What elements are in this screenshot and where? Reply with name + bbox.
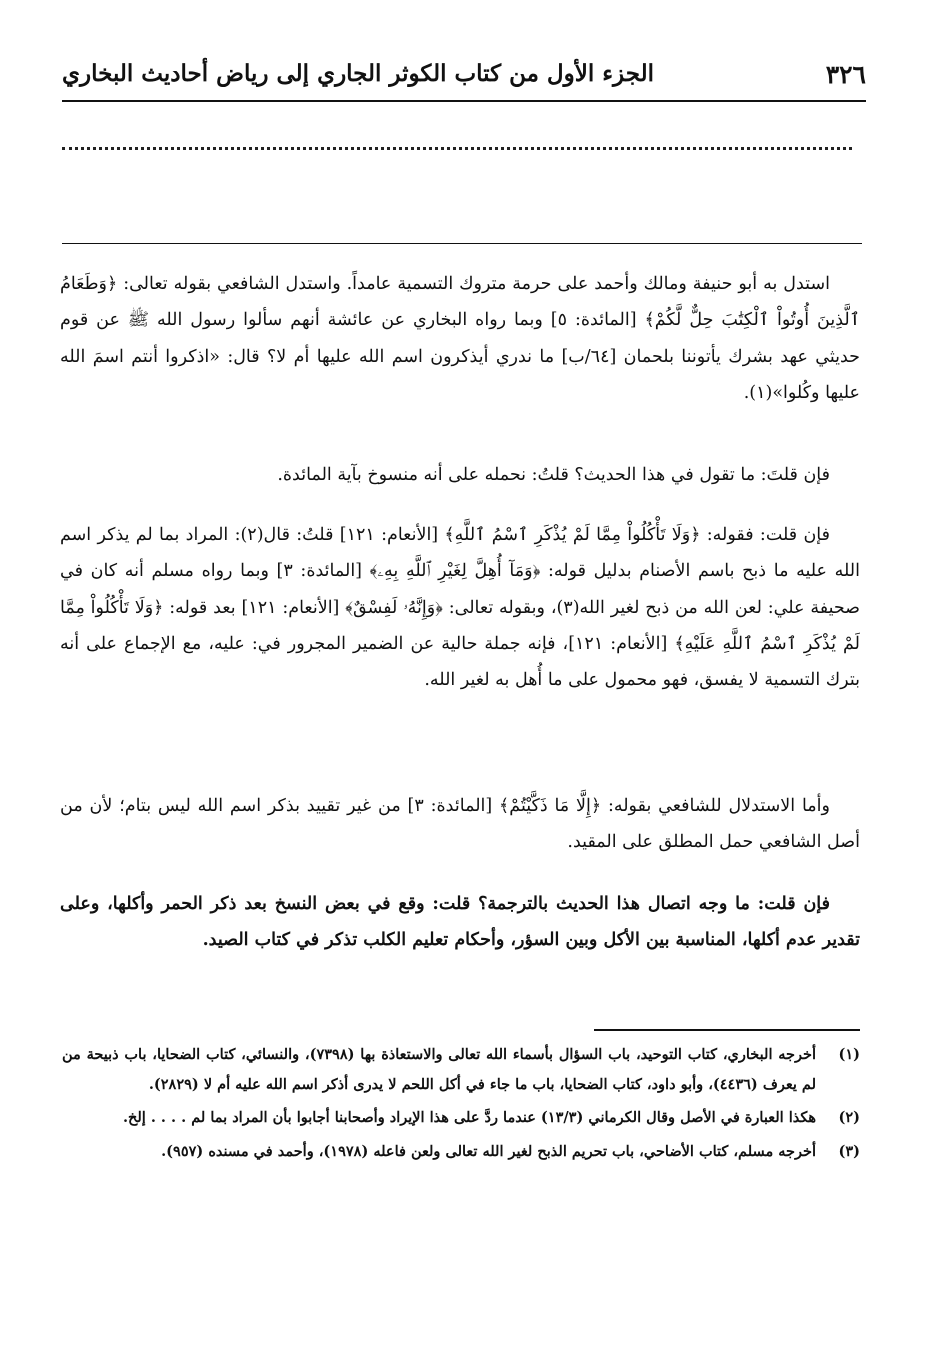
- body-paragraph-1: استدل به أبو حنيفة ومالك وأحمد على حرمة متروك التسمية عامداً. واستدل الشافعي بقوله تعالى: ﴿وَطَعَامُ ٱلَّذِينَ أُوتُواْ ٱلْكِتَٰبَ حِلٌّ لَّكُمْ﴾ [المائدة: ٥] وبما رواه البخاري عن عائشة أنهم سألوا رسول الله ﷺ عن قوم حديثي عهد بشرك يأتوننا بلحمان [٦٤/ب] ما ندري أيذكرون اسم الله عليها أم لا؟ قال: «اذكروا أنتم اسمَ الله عليها وكُلوا»(١).: [60, 274, 860, 403]
- footnote-text: أخرجه البخاري، كتاب التوحيد، باب السؤال بأسماء الله تعالى والاستعاذة بها (٧٣٩٨)، والنسائي، كتاب الضحايا، باب ذبيحة من لم يعرف (٤٤٣٦)، وأبو داود، كتاب الضحايا، باب ما جاء في أكل اللحم لا يدرى أذكر اسم الله عليه أم لا (٢٨٢٩).: [62, 1046, 816, 1093]
- footnote-number: (٣): [838, 1142, 860, 1160]
- footnote-number: (١): [838, 1046, 860, 1063]
- footnote-text: أخرجه مسلم، كتاب الأضاحي، باب تحريم الذبح لغير الله تعالى ولعن فاعله (١٩٧٨)، وأحمد في مسنده (٩٥٧).: [161, 1142, 816, 1160]
- body-paragraph-4: وأما الاستدلال للشافعي بقوله: ﴿إِلَّا مَا ذَكَّيْتُمْ﴾ [المائدة: ٣] من غير تقييد بذكر اسم الله ليس بتام؛ لأن من أصل الشافعي حمل المطلق على المقيد.: [60, 796, 860, 853]
- page-number: ٣٢٦: [825, 60, 866, 89]
- footnotes-list: [62, 1040, 860, 1170]
- footnote-number: (٢): [838, 1109, 860, 1126]
- body-paragraph-5: فإن قلت: ما وجه اتصال هذا الحديث بالترجمة؟ قلت: وقع في بعض النسخ بعد ذكر الحمر وأكلها، وعلى تقدير عدم أكلها، المناسبة بين الأكل وبين السؤر، وأحكام تعليم الكلب تذكر في كتاب الصيد.: [60, 894, 860, 951]
- section-rule: [62, 243, 862, 244]
- footnote-3: [62, 1137, 860, 1167]
- footnote-2: [62, 1103, 860, 1133]
- page-header: [62, 58, 866, 94]
- footnote-rule: [594, 1029, 860, 1031]
- dotted-separator: [62, 147, 852, 150]
- header-rule: [62, 100, 866, 102]
- body-paragraph-2: فإن قلتَ: ما تقول في هذا الحديث؟ قلتُ: نحمله على أنه منسوخ بآية المائدة.: [277, 465, 830, 485]
- running-title: الجزء الأول من كتاب الكوثر الجاري إلى رياض أحاديث البخاري: [62, 60, 654, 87]
- footnote-1: [62, 1040, 860, 1099]
- body-paragraph-3: فإن قلت: فقوله: ﴿وَلَا تَأْكُلُواْ مِمَّا لَمْ يُذْكَرِ ٱسْمُ ٱللَّهِ﴾ [الأنعام: ١٢١] قلتُ: قال(٢): المراد بما لم يذكر اسم الله عليه ما ذبح باسم الأصنام بدليل قوله: ﴿وَمَآ أُهِلَّ لِغَيْرِ ٱللَّهِ بِهِۦ﴾ [المائدة: ٣] وبما رواه مسلم أنه كان في صحيفة علي: لعن الله من ذبح لغير الله(٣)، وبقوله تعالى: ﴿وَإِنَّهُۥ لَفِسْقٌ﴾ [الأنعام: ١٢١] بعد قوله: ﴿وَلَا تَأْكُلُواْ مِمَّا لَمْ يُذْكَرِ ٱسْمُ ٱللَّهِ عَلَيْهِ﴾ [الأنعام: ١٢١]، فإنه جملة حالية عن الضمير المجرور في: عليه، مع الإجماع على أنه بترك التسمية لا يفسق، فهو محمول على ما أُهل به لغير الله.: [60, 525, 861, 691]
- footnote-text: هكذا العبارة في الأصل وقال الكرماني (١٣/٣) عندما ردَّ على هذا الإيراد وأصحابنا أجابوا بأن المراد بما لم . . . . إلخ.: [122, 1109, 816, 1126]
